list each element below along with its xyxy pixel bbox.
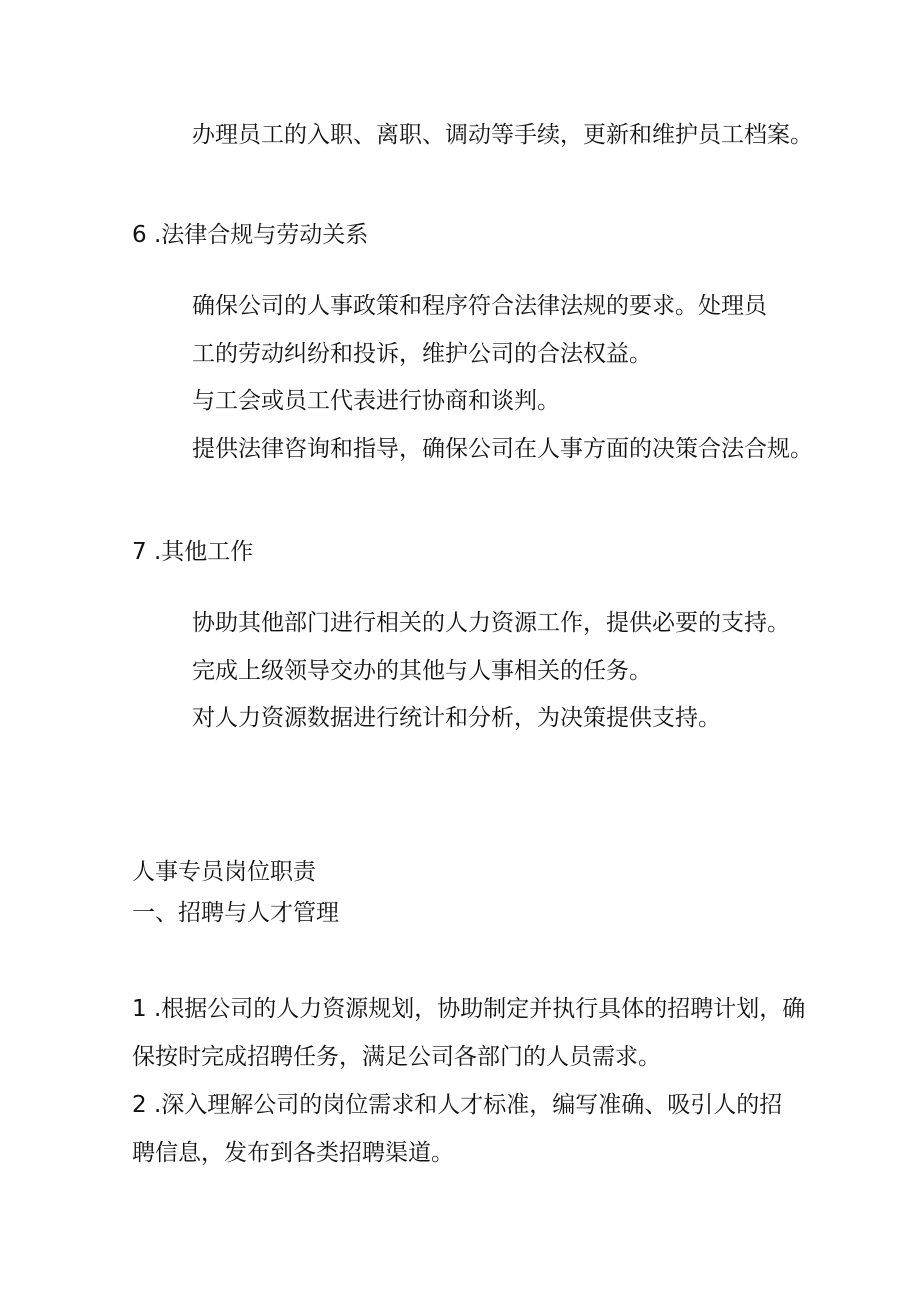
item-number: 1: [132, 996, 147, 1022]
paragraph-line: 聘信息，发布到各类招聘渠道。: [132, 1140, 454, 1166]
paragraph-line: 工的劳动纠纷和投诉，维护公司的合法权益。: [192, 341, 652, 367]
paragraph-line: 保按时完成招聘任务，满足公司各部门的人员需求。: [132, 1044, 661, 1070]
paragraph-line: 完成上级领导交办的其他与人事相关的任务。: [192, 658, 652, 684]
section-heading-7: [132, 536, 253, 568]
paragraph-line: 确保公司的人事政策和程序符合法律法规的要求。处理员: [192, 293, 767, 319]
item-text: .根据公司的人力资源规划，协助制定并执行具体的招聘计划，确: [154, 996, 806, 1022]
numbered-item-1: [132, 993, 805, 1025]
section-title: 一、招聘与人才管理: [132, 900, 339, 926]
heading-text: .法律合规与劳动关系: [154, 222, 369, 248]
paragraph-line: 对人力资源数据进行统计和分析，为决策提供支持。: [192, 705, 721, 731]
paragraph-line: 协助其他部门进行相关的人力资源工作，提供必要的支持。: [192, 610, 790, 636]
heading-number: 7: [132, 539, 147, 565]
section-heading-6: [132, 219, 368, 251]
heading-number: 6: [132, 222, 147, 248]
paragraph-line: 办理员工的入职、离职、调动等手续，更新和维护员工档案。: [192, 122, 813, 148]
heading-text: .其他工作: [154, 539, 254, 565]
numbered-item-2: [132, 1089, 782, 1121]
document-title: 人事专员岗位职责: [132, 859, 316, 885]
item-number: 2: [132, 1092, 147, 1118]
paragraph-line: 与工会或员工代表进行协商和谈判。: [192, 388, 560, 414]
paragraph-line: 提供法律咨询和指导，确保公司在人事方面的决策合法合规。: [192, 436, 813, 462]
item-text: .深入理解公司的岗位需求和人才标准，编写准确、吸引人的招: [154, 1092, 783, 1118]
